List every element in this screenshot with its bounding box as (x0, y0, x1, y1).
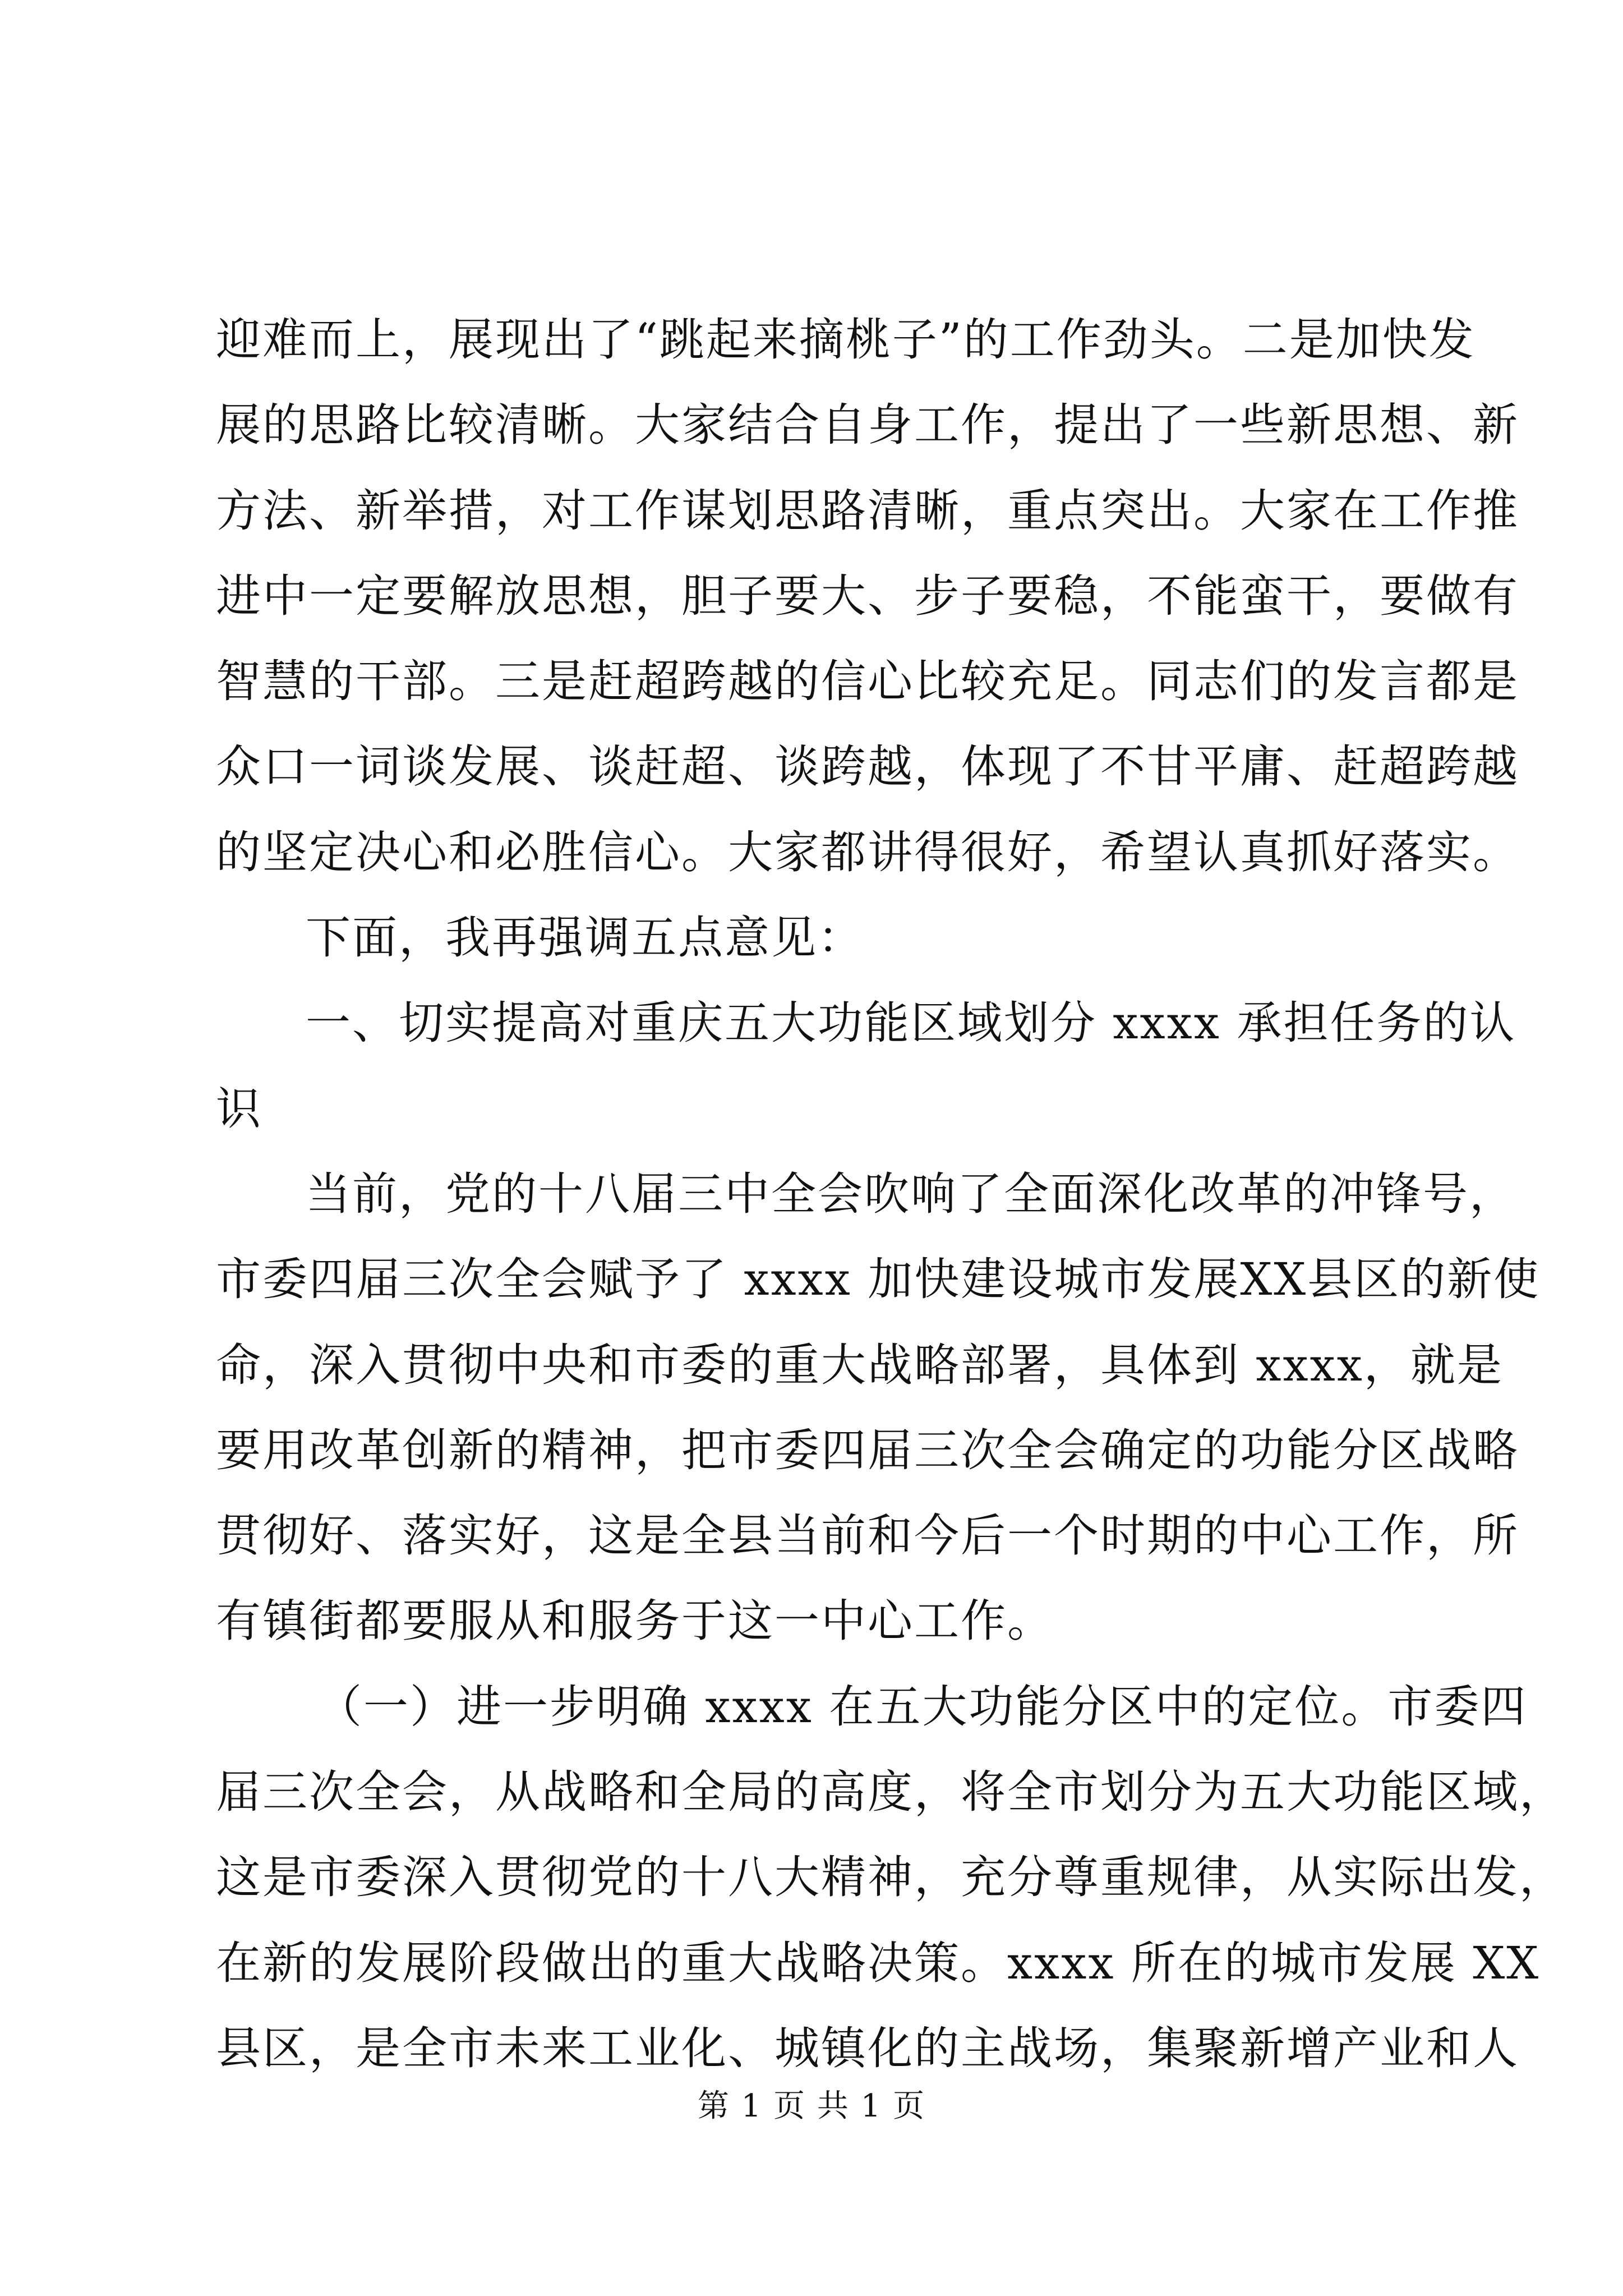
text-line: 在新的发展阶段做出的重大战略决策。xxxx 所在的城市发展 XX (216, 1936, 1541, 1989)
text-line: 智慧的干部。三是赶超跨越的信心比较充足。同志们的发言都是 (216, 655, 1519, 708)
text-line: 当前，党的十八届三中全会吹响了全面深化改革的冲锋号， (306, 1167, 1516, 1220)
text-line: 市委四届三次全会赋予了 xxxx 加快建设城市发展XX县区的新使 (216, 1253, 1541, 1306)
text-line: 方法、新举措，对工作谋划思路清晰，重点突出。大家在工作推 (216, 484, 1519, 537)
text-line: 迎难而上，展现出了“跳起来摘桃子”的工作劲头。二是加快发 (216, 314, 1476, 366)
section-heading-continued: 识 (216, 1082, 262, 1135)
text-line: 的坚定决心和必胜信心。大家都讲得很好，希望认真抓好落实。 (216, 826, 1519, 878)
text-line: 命，深入贯彻中央和市委的重大战略部署，具体到 xxxx，就是 (216, 1338, 1504, 1391)
section-heading: 一、切实提高对重庆五大功能区域划分 xxxx 承担任务的认 (306, 997, 1516, 1050)
text-line: 有镇街都要服从和服务于这一中心工作。 (216, 1595, 1054, 1648)
text-line: 要用改革创新的精神，把市委四届三次全会确定的功能分区战略 (216, 1424, 1519, 1476)
text-line: 县区，是全市未来工业化、城镇化的主战场，集聚新增产业和人 (216, 2022, 1519, 2074)
text-line: 届三次全会，从战略和全局的高度，将全市划分为五大功能区域， (216, 1766, 1566, 1819)
document-body (216, 297, 1566, 2091)
page-footer: 第 1 页 共 1 页 (697, 2088, 926, 2124)
text-line: 贯彻好、落实好，这是全县当前和今后一个时期的中心工作，所 (216, 1510, 1519, 1562)
subsection-heading: （一）进一步明确 xxxx 在五大功能分区中的定位。市委四 (317, 1680, 1528, 1733)
text-line: 众口一词谈发展、谈赶超、谈跨越，体现了不甘平庸、赶超跨越 (216, 740, 1519, 793)
text-line: 展的思路比较清晰。大家结合自身工作，提出了一些新思想、新 (216, 399, 1519, 452)
text-line: 这是市委深入贯彻党的十八大精神，充分尊重规律，从实际出发， (216, 1851, 1566, 1904)
text-line: 下面，我再强调五点意见： (306, 912, 864, 964)
text-line: 进中一定要解放思想，胆子要大、步子要稳，不能蛮干，要做有 (216, 569, 1519, 622)
